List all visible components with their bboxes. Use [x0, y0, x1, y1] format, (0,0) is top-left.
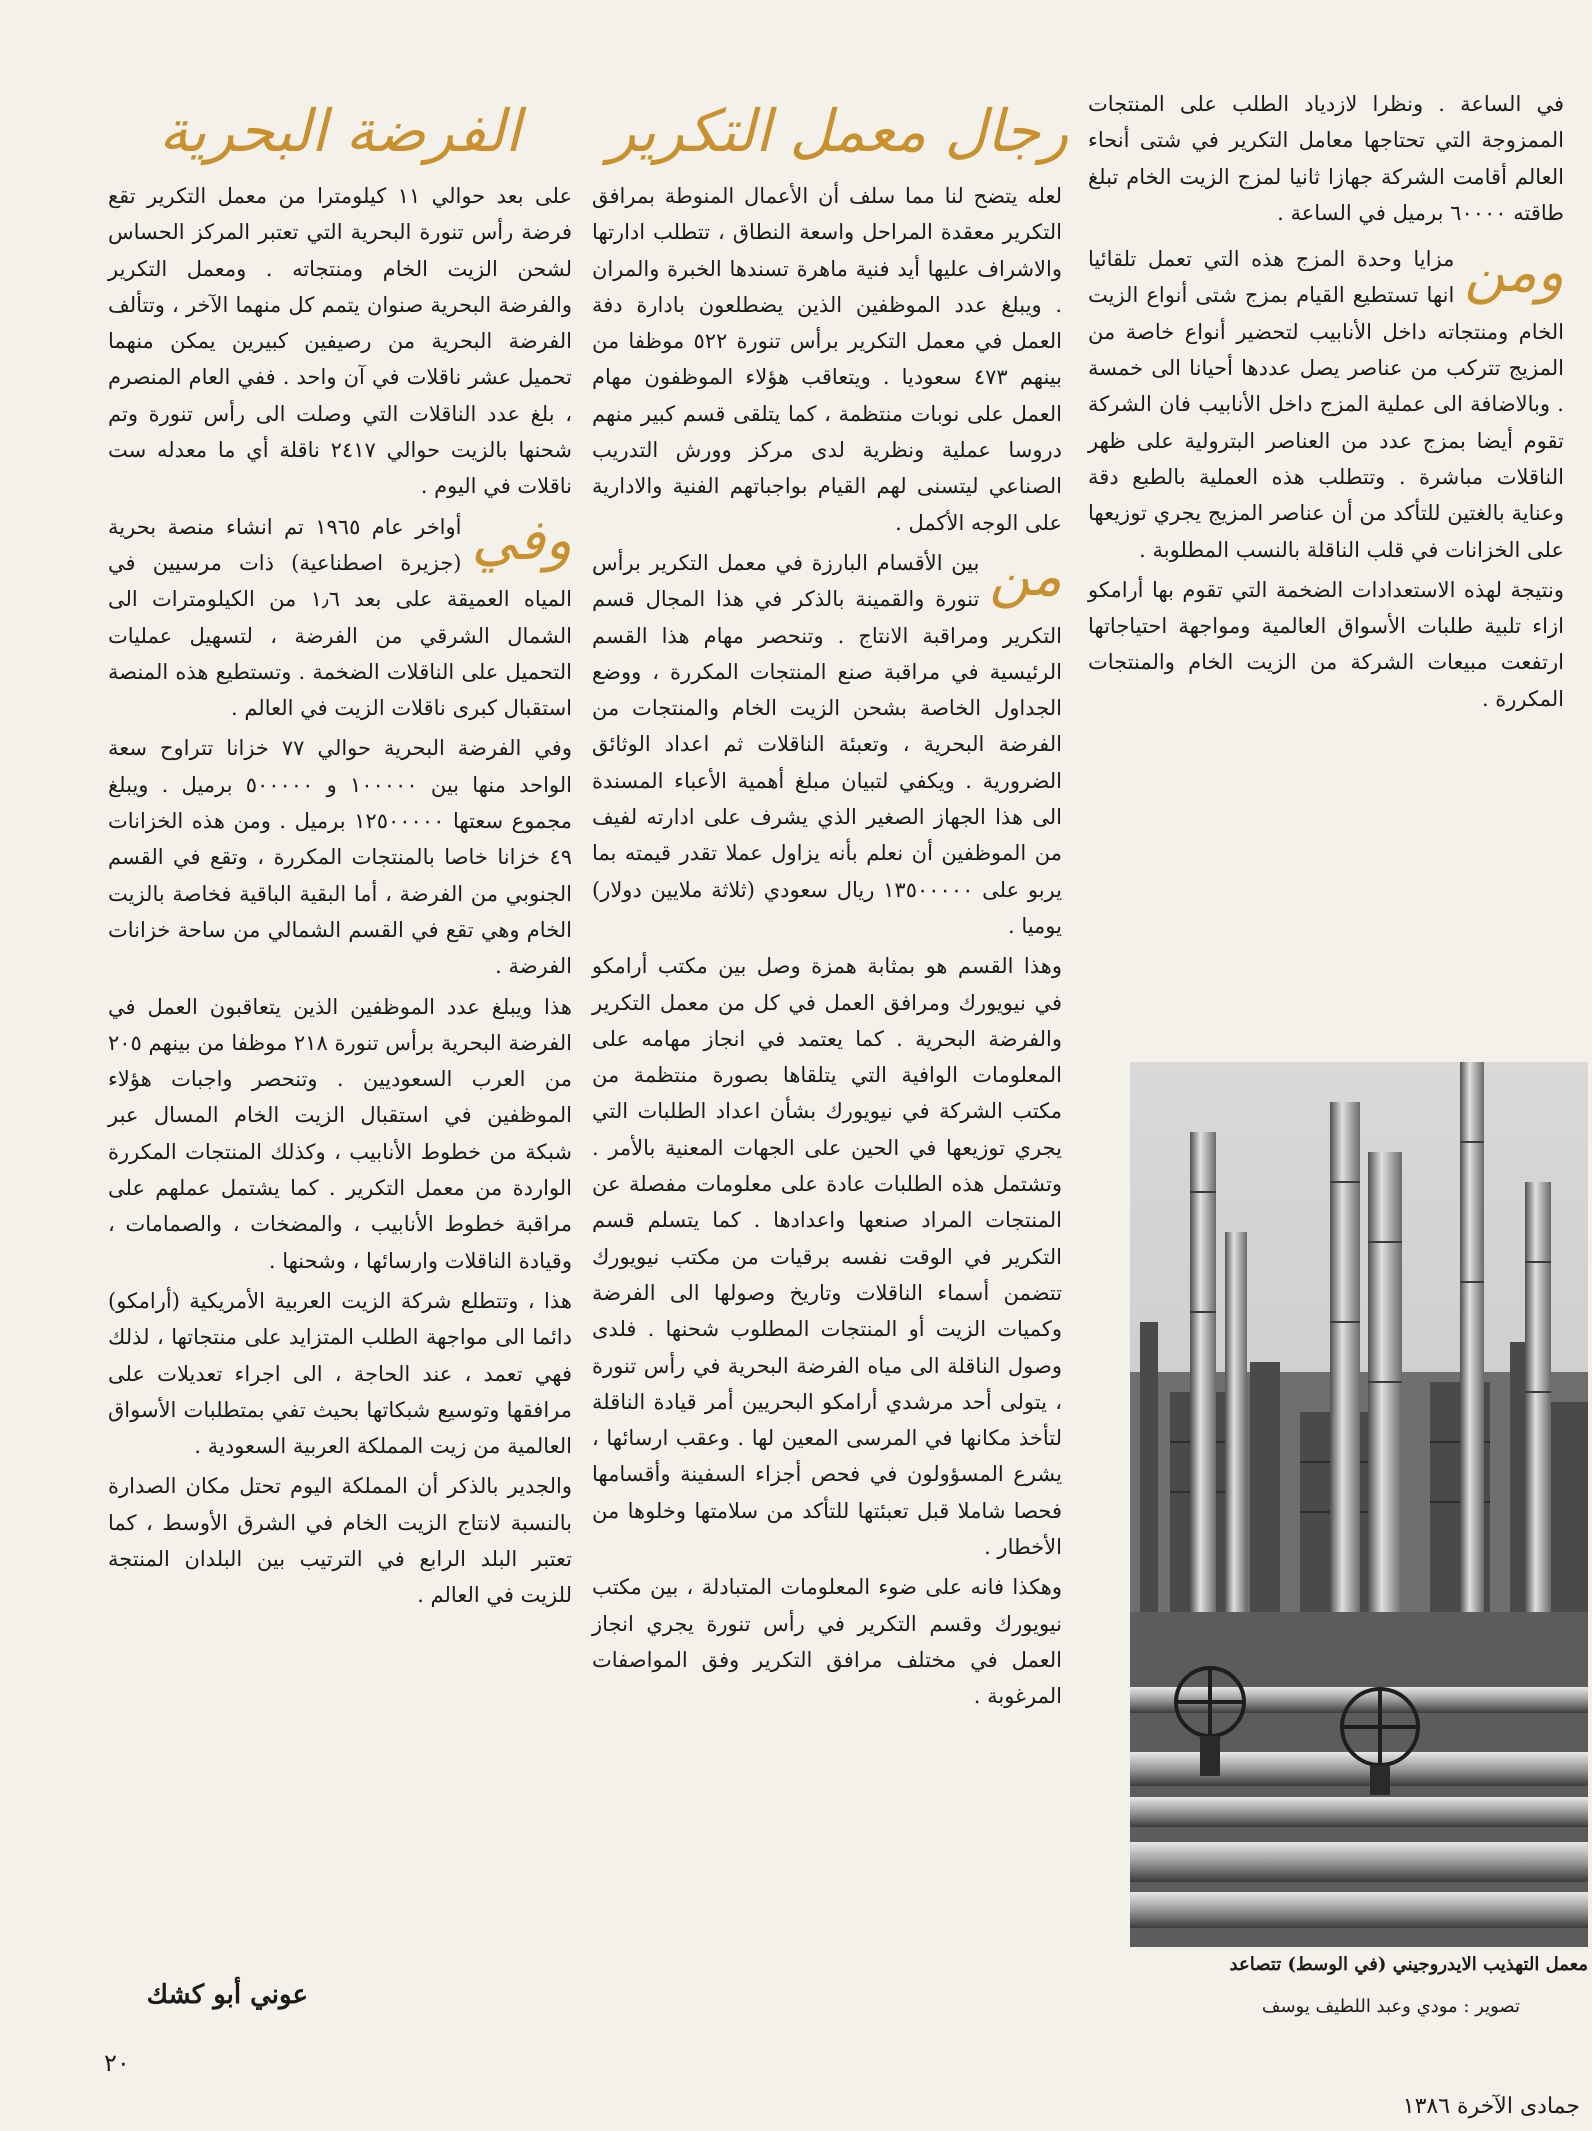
- photo-credit: تصوير : مودي وعبد اللطيف يوسف: [1261, 1996, 1520, 2017]
- right-paragraph-1: في الساعة . ونظرا لازدياد الطلب على المنتجات الممزوجة التي تحتاجها معامل التكرير في شتى أنحاء العالم أقامت الشركة جهازا ثانيا لمزج الزيت الخام تبلغ طاقته ٦٠٠٠٠ برميل في الساعة .: [1088, 92, 1564, 225]
- middle-paragraph-2-text: بين الأقسام البارزة في معمل التكرير برأس تنورة والقمينة بالذكر في هذا المجال قسم التكرير ومراقبة الانتاج . وتنحصر مهام هذا القسم الرئيسية في مراقبة صنع المنتجات المكررة ، ووضع الجداول الخاصة بشحن الزيت الخام والمنتجات من الفرضة البحرية ، وتعبئة الناقلات ثم اعداد الوثائق الضرورية . ويكفي لتبيان مبلغ أهمية الأعباء المسندة الى هذا الجهاز الصغير الذي يشرف على ادارته لفيف من الموظفين أن نعلم بأنه يزاول عملا تقدر قيمته بما يربو على ١٣٥٠٠٠٠٠ ريال سعودي (ثلاثة ملايين دولار) يوميا .: [592, 550, 1062, 938]
- photo-caption: معمل التهذيب الايدروجيني (في الوسط) تتصاعد: [1229, 1954, 1588, 1975]
- middle-paragraph-3: وهذا القسم هو بمثابة همزة وصل بين مكتب أرامكو في نيويورك ومرافق العمل في كل من معمل التكرير والفرضة البحرية . كما يعتمد في انجاز مهامه على المعلومات الوافية التي يتلقاها بصورة منتظمة من مكتب الشركة في نيويورك بشأن اعداد الطلبات التي يجري توزيعها في الحين على الجهات المعنية بالأمر . وتشتمل هذه الطلبات عادة على معلومات مفصلة عن المنتجات المراد صنعها واعدادها . كما يتسلم قسم التكرير في الوقت نفسه برقيات من مكتب نيويورك تتضمن أسماء الناقلات وتاريخ وصولها الى الفرضة وكميات الزيت أو المنتجات المطلوب شحنها . فلدى وصول الناقلة الى مياه الفرضة البحرية في رأس تنورة ، يتولى أحد مرشدي أرامكو البحريين أمر قيادة الناقلة لتأخذ مكانها في المرسى المعين لها . وعقب ارسائها ، يشرع المسؤولون في فحص أجزاء السفينة وأقسامها فحصا شاملا قبل تعبئتها للتأكد من سلامتها وخلوها من الأخطار .: [592, 954, 1062, 1559]
- page-number: ٢٠: [104, 2049, 130, 2077]
- middle-paragraph-4: وهكذا فانه على ضوء المعلومات المتبادلة ، بين مكتب نيويورك وقسم التكرير في رأس تنورة يجري انجاز العمل في مختلف مرافق التكرير وفق المواصفات المرغوبة .: [592, 1575, 1062, 1709]
- middle-paragraph-2: [592, 545, 1062, 944]
- refinery-illustration: [1130, 1062, 1588, 1947]
- right-paragraph-2: [1088, 241, 1564, 568]
- left-paragraph-6: والجدير بالذكر أن المملكة اليوم تحتل مكان الصدارة بالنسبة لانتاج الزيت الخام في الشرق الأوسط ، كما تعتبر البلد الرابع في الترتيب بين البلدان المنتجة للزيت في العالم .: [108, 1474, 572, 1608]
- left-paragraph-2: [108, 509, 572, 727]
- refinery-photo: [1130, 1062, 1588, 1947]
- right-paragraph-3: ونتيجة لهذه الاستعدادات الضخمة التي تقوم بها أرامكو ازاء تلبية طلبات الأسواق العالمية ومواجهة احتياجاتها ارتفعت مبيعات الشركة من الزيت الخام والمنتجات المكررة .: [1088, 577, 1564, 711]
- heading-refinery-men: رجال معمل التكرير: [607, 97, 1069, 165]
- right-column: [1088, 86, 1564, 1026]
- dropcap-wa-min: ومن: [1464, 240, 1564, 306]
- left-paragraph-1: على بعد حوالي ١١ كيلومترا من معمل التكرير تقع فرضة رأس تنورة البحرية التي تعتبر المركز الحساس لشحن الزيت الخام ومنتجاته . ومعمل التكرير والفرضة البحرية صنوان يتمم كل منهما الآخر ، وتتألف الفرضة البحرية من رصيفين كبيرين يمكن منهما تحميل عشر ناقلات في آن واحد . ففي العام المنصرم ، بلغ عدد الناقلات التي وصلت الى رأس تنورة وتم شحنها بالزيت حوالي ٢٤١٧ ناقلة أي ما معدله ست ناقلات في اليوم .: [108, 184, 573, 499]
- left-paragraph-2-text: أواخر عام ١٩٦٥ تم انشاء منصة بحرية (جزيرة اصطناعية) ذات مرسيين في المياه العميقة على بعد ١٫٦ من الكيلومترات الى الشمال الشرقي من الفرضة ، لتسهيل عمليات التحميل على الناقلات الضخمة . وتستطيع هذه المنصة استقبال كبرى ناقلات الزيت في العالم .: [108, 514, 572, 721]
- heading-marine-terminal: الفرضة البحرية: [159, 97, 521, 165]
- author-name: عوني أبو كشك: [146, 1980, 308, 2010]
- middle-paragraph-1: لعله يتضح لنا مما سلف أن الأعمال المنوطة بمرافق التكرير معقدة المراحل واسعة النطاق ، تتطلب ادارتها والاشراف عليها أيد فنية ماهرة تسندها الخبرة والمران . ويبلغ عدد الموظفين الذين يضطلعون بادارة دفة العمل في معمل التكرير برأس تنورة ٥٢٢ موظفا من بينهم ٤٧٣ سعوديا . ويتعاقب هؤلاء الموظفون مهام العمل على نوبات منتظمة ، كما يتلقى قسم كبير منهم دروسا عملية ونظرية لدى مركز وورش التدريب الصناعي ليتسنى لهم القيام بواجباتهم الفنية والادارية على الوجه الأكمل .: [592, 184, 1063, 535]
- left-paragraph-5: هذا ، وتتطلع شركة الزيت العربية الأمريكية (أرامكو) دائما الى مواجهة الطلب المتزايد على منتجاتها ، لذلك فهي تعمد ، عند الحاجة ، الى اجراء تعديلات على مرافقها وتوسيع شبكاتها بحيث تفي بمتطلبات الأسواق العالمية من زيت المملكة العربية السعودية .: [108, 1288, 572, 1459]
- dropcap-min: من: [989, 543, 1062, 609]
- left-column: [108, 178, 572, 1908]
- left-paragraph-3: وفي الفرضة البحرية حوالي ٧٧ خزانا تتراوح سعة الواحد منها بين ١٠٠٠٠٠ و ٥٠٠٠٠٠ برميل . ويبلغ مجموع سعتها ١٢٥٠٠٠٠٠ برميل . ومن هذه الخزانات ٤٩ خزانا خاصا بالمنتجات المكررة ، وتقع في القسم الجنوبي من الفرضة ، أما البقية الباقية فخاصة بالزيت الخام وهي تقع في القسم الشمالي من ساحة خزانات الفرضة .: [108, 736, 573, 979]
- dropcap-wa-fi: وفي: [471, 507, 572, 573]
- middle-column: [592, 178, 1062, 1948]
- issue-date: جمادى الآخرة ١٣٨٦: [1402, 2094, 1580, 2119]
- right-paragraph-2-text: مزايا وحدة المزج هذه التي تعمل تلقائيا انها تستطيع القيام بمزج شتى أنواع الزيت الخام ومنتجاته داخل الأنابيب لتحضير أنواع خاصة من المزيج تتركب من عناصر يصل عددها أحيانا الى خمسة . وبالاضافة الى عملية المزج داخل الأنابيب فان الشركة تقوم أيضا بمزج عدد من العناصر البترولية على ظهر الناقلات مباشرة . وتتطلب هذه العملية بالطبع دقة وعناية بالغتين للتأكد من أن عناصر المزيج يجري توزيعها على الخزانات في قلب الناقلة بالنسب المطلوبة .: [1088, 247, 1564, 562]
- left-paragraph-4: هذا ويبلغ عدد الموظفين الذين يتعاقبون العمل في الفرضة البحرية برأس تنورة ٢١٨ موظفا من بينهم ٢٠٥ من العرب السعوديين . وتنحصر واجبات هؤلاء الموظفين في استقبال الزيت الخام المسال عبر شبكة من خطوط الأنابيب ، وكذلك المنتجات المكررة الواردة من معمل التكرير . كما يشتمل عملهم على مراقبة خطوط الأنابيب ، والمضخات ، والصمامات ، وقيادة الناقلات وارسائها ، وشحنها .: [108, 994, 572, 1273]
